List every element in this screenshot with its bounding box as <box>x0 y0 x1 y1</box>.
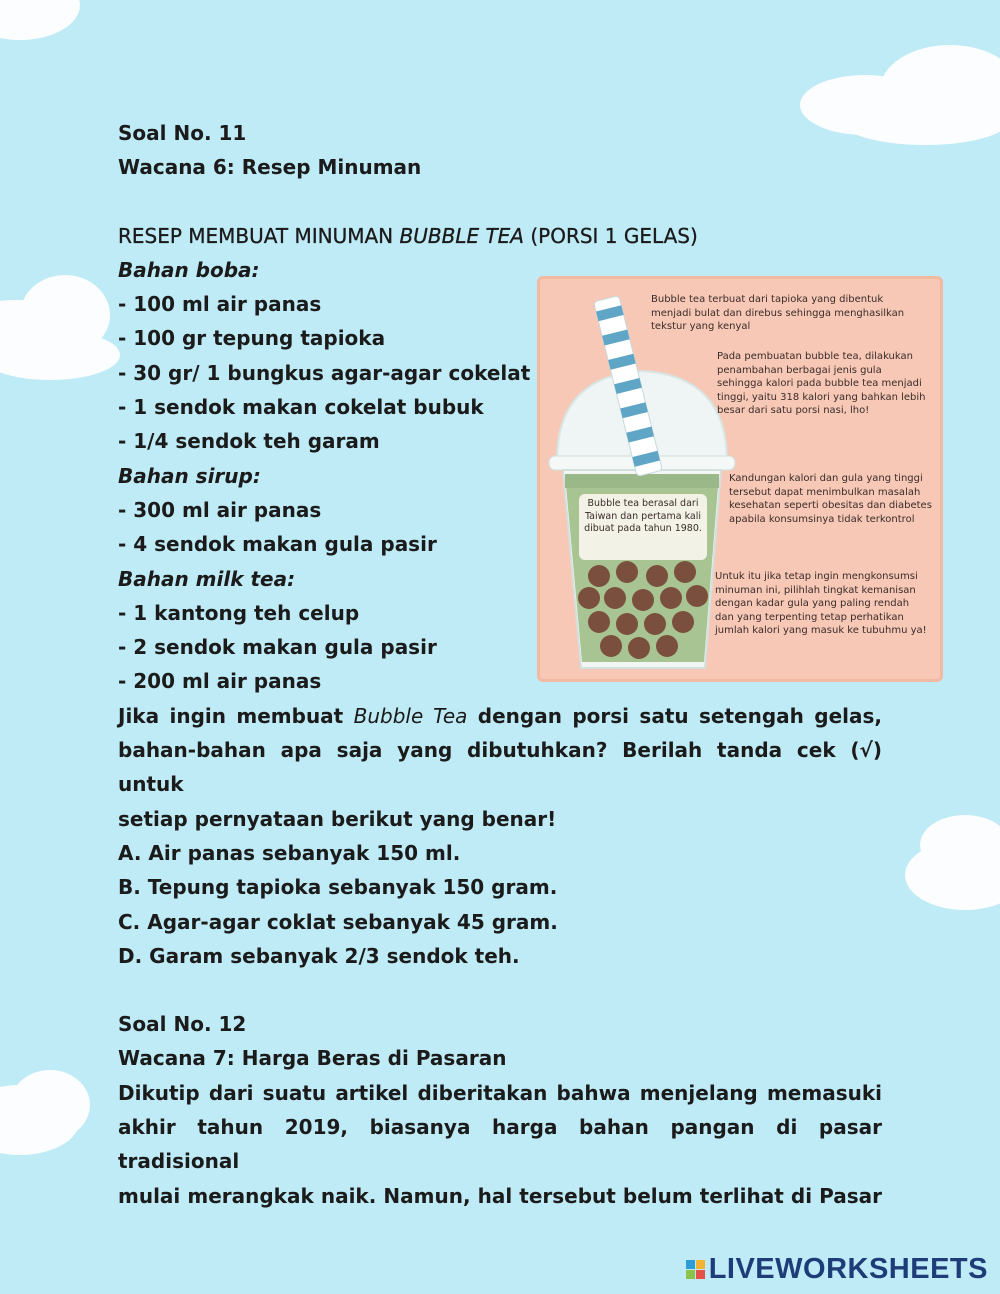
ingredient-item: - 4 sendok makan gula pasir <box>118 532 437 557</box>
passage-line: akhir tahun 2019, biasanya harga bahan pangan di pasar tradisional <box>118 1115 882 1174</box>
answer-options <box>118 836 882 973</box>
milktea-heading: Bahan milk tea: <box>118 566 296 591</box>
tea-foam <box>565 474 719 488</box>
question-line-3: setiap pernyataan berikut yang benar! <box>118 806 557 831</box>
ingredient-item: - 1 kantong teh celup <box>118 600 360 625</box>
recipe-title: RESEP MEMBUAT MINUMAN BUBBLE TEA (PORSI 1 GELAS) <box>118 223 698 248</box>
liveworksheets-logo-icon <box>686 1260 705 1279</box>
question-line-2: bahan-bahan apa saja yang dibutuhkan? Berilah tanda cek (√) untuk <box>118 738 882 797</box>
option-a[interactable]: A. Air panas sebanyak 150 ml. <box>118 840 461 865</box>
bubble-tea-infographic <box>537 276 943 682</box>
option-c[interactable]: C. Agar-agar coklat sebanyak 45 gram. <box>118 909 558 934</box>
option-d[interactable]: D. Garam sebanyak 2/3 sendok teh. <box>118 943 520 968</box>
passage-title-6: Wacana 6: Resep Minuman <box>118 155 422 180</box>
passage-title-7: Wacana 7: Harga Beras di Pasaran <box>118 1046 507 1071</box>
ingredient-item: - 2 sendok makan gula pasir <box>118 635 437 660</box>
option-b[interactable]: B. Tepung tapioka sebanyak 150 gram. <box>118 875 558 900</box>
cup-label-text: Bubble tea berasal dari Taiwan dan pertama kali dibuat pada tahun 1980. <box>584 498 702 534</box>
question-line-1: Jika ingin membuat Bubble Tea dengan porsi satu setengah gelas, <box>118 703 883 728</box>
syrup-heading: Bahan sirup: <box>118 463 261 488</box>
question-number-12: Soal No. 12 <box>118 1012 247 1037</box>
infographic-note-3: Kandungan kalori dan gula yang tinggi tersebut dapat menimbulkan masalah kesehatan seperti obesitas dan diabetes apabila konsumsinya tidak terkontrol <box>729 473 932 525</box>
ingredient-item: - 1 sendok makan cokelat bubuk <box>118 395 484 420</box>
ingredient-item: - 300 ml air panas <box>118 497 322 522</box>
infographic-note-2: Pada pembuatan bubble tea, dilakukan penambahan berbagai jenis gula sehingga kalori pada bubble tea menjadi tinggi, yaitu 318 kalori yang bahkan lebih besar dari satu porsi nasi, lho! <box>717 351 926 416</box>
passage-7-text <box>118 1076 882 1213</box>
infographic-note-4: Untuk itu jika tetap ingin mengkonsumsi minuman ini, pilihlah tingkat kemanisan dengan kadar gula yang paling rendah dan yang terpenting tetap perhatikan jumlah kalori yang masuk ke tubuhmu ya! <box>715 571 927 636</box>
liveworksheets-logo <box>686 1254 988 1284</box>
infographic-note-1: Bubble tea terbuat dari tapioka yang dibentuk menjadi bulat dan direbus sehingga menghasilkan tekstur yang kenyal <box>651 294 905 332</box>
ingredient-item: - 200 ml air panas <box>118 669 322 694</box>
liveworksheets-logo-text: LIVEWORKSHEETS <box>708 1252 988 1285</box>
passage-line: Dikutip dari suatu artikel diberitakan bahwa menjelang memasuki <box>118 1080 882 1105</box>
question-number-11: Soal No. 11 <box>118 121 247 145</box>
ingredient-item: - 30 gr/ 1 bungkus agar-agar cokelat <box>118 360 531 385</box>
boba-heading: Bahan boba: <box>118 257 260 282</box>
passage-line: mulai merangkak naik. Namun, hal tersebut belum terlihat di Pasar <box>118 1183 882 1208</box>
ingredient-item: - 100 gr tepung tapioka <box>118 326 386 351</box>
ingredient-item: - 100 ml air panas <box>118 292 322 317</box>
ingredient-item: - 1/4 sendok teh garam <box>118 429 380 454</box>
